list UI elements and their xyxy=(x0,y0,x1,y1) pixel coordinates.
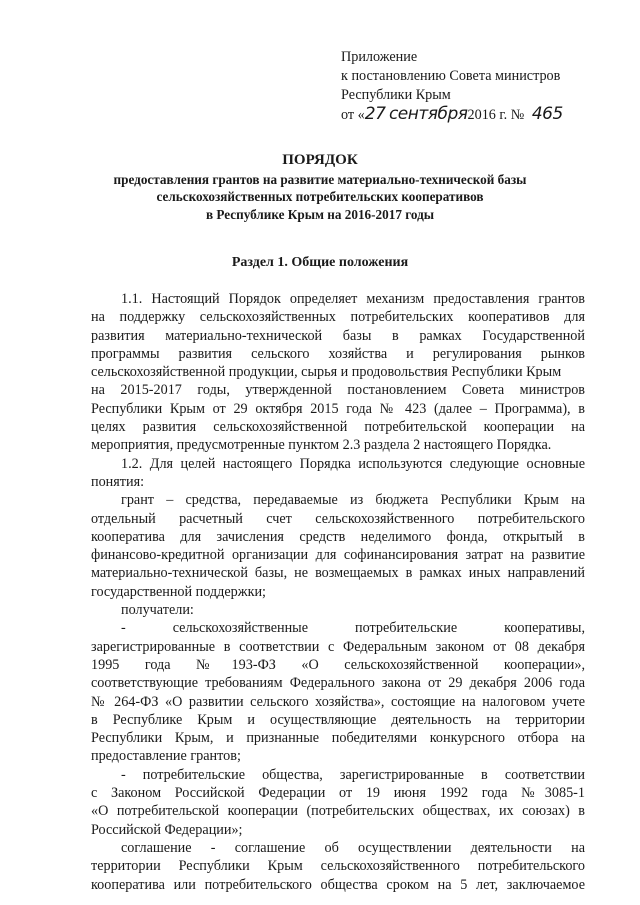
appendix-line: Приложение xyxy=(341,49,418,65)
text-line: получатели: xyxy=(121,602,194,619)
document-title: ПОРЯДОК xyxy=(282,152,358,168)
text-line: с Законом Российской Федерации от 19 июня 1992 года №3085-1 xyxy=(91,785,585,802)
text-line: 1.2. Для целей настоящего Порядка используются следующие основные xyxy=(121,455,585,472)
appendix-line: к постановлению Совета министров xyxy=(341,68,561,84)
handwritten-number: 465 xyxy=(531,104,563,124)
text-line: программы развития сельского хозяйства и регулирования рынков xyxy=(91,345,585,362)
text-line: на поддержку сельскохозяйственных потребительских кооперативов для xyxy=(91,309,585,326)
document-body xyxy=(91,290,585,894)
text-line: развития материально-технической базы в рамках Государственной xyxy=(91,327,585,344)
text-line: «О потребительской кооперации (потребительских обществах, их союзах) в xyxy=(91,803,585,820)
text-line: сельскохозяйственной продукции, сырья и продовольствия Республики Крым xyxy=(91,364,562,381)
text-line: Республики Крым от 29 октября 2015 года № 423 (далее – Программа), в xyxy=(91,400,585,417)
handwritten-month: сентября xyxy=(388,104,468,124)
text-line: 1.1. Настоящий Порядок определяет механизм предоставления грантов xyxy=(121,291,585,307)
document-subtitle-line: в Республике Крым на 2016-2017 годы xyxy=(205,207,435,222)
text-line: в Республике Крым и осуществляющие деятельность на территории xyxy=(91,711,585,728)
text-line: мероприятия, предусмотренные пунктом 2.3 раздела 2 настоящего Порядка. xyxy=(91,437,552,454)
text-line: Республики Крым, и признанные победителями конкурсного отбора на xyxy=(91,730,585,747)
text-line: государственной поддержки; xyxy=(91,583,266,600)
text-line: отдельный расчетный счет сельскохозяйственного потребительского xyxy=(91,510,585,527)
text-line: грант – средства, передаваемые из бюджета Республики Крым на xyxy=(121,492,585,509)
text-line: финансово-кредитной организации для софинансирования затрат на развитие xyxy=(91,547,585,564)
handwritten-day: 27 xyxy=(364,104,386,124)
text-line: № 264-ФЗ «О развитии сельского хозяйства», состоящие на налоговом учете xyxy=(91,693,585,710)
appendix-line: Республики Крым xyxy=(341,87,451,103)
date-prefix: от « xyxy=(341,107,365,123)
text-line: 1995 года №193-ФЗ «О сельскохозяйственной кооперации», xyxy=(91,656,585,673)
text-line: соглашение - соглашение об осуществлении деятельности на xyxy=(121,839,585,856)
appendix-date-line xyxy=(341,105,563,124)
text-line: целях развития сельскохозяйственной потребительской кооперации на xyxy=(91,419,585,436)
text-line: зарегистрированные в соответствии с Федеральным законом от 08 декабря xyxy=(91,638,585,655)
document-subtitle-line: сельскохозяйственных потребительских кооперативов xyxy=(156,189,484,204)
text-line: предоставление грантов; xyxy=(91,748,241,765)
appendix-block xyxy=(341,48,563,124)
text-line: соответствующие требованиям Федерального закона от 29 декабря 2006 года xyxy=(91,675,585,692)
text-line: - сельскохозяйственные потребительские кооперативы, xyxy=(121,620,585,637)
text-line: понятия: xyxy=(91,473,145,490)
text-line: на 2015-2017 годы, утвержденной постановлением Совета министров xyxy=(91,382,585,399)
section-heading: Раздел 1. Общие положения xyxy=(231,255,409,270)
text-line: материально-технической базы, не возмещаемых в рамках иных направлений xyxy=(91,565,585,582)
text-line: - потребительские общества, зарегистрированные в соответствии xyxy=(121,766,585,783)
document-subtitle-line: предоставления грантов на развитие материально-технической базы xyxy=(113,172,527,187)
text-line: территории Республики Крым сельскохозяйственного потребительского xyxy=(91,858,585,875)
text-line: кооператива или потребительского общества сроком на 5 лет, заключаемое xyxy=(91,876,585,893)
text-line: кооператива для зачисления средств неделимого фонда, открытый в xyxy=(91,528,585,545)
date-year-number-label: 2016 г. № xyxy=(467,107,525,123)
text-line: Российской Федерации»; xyxy=(91,821,243,838)
